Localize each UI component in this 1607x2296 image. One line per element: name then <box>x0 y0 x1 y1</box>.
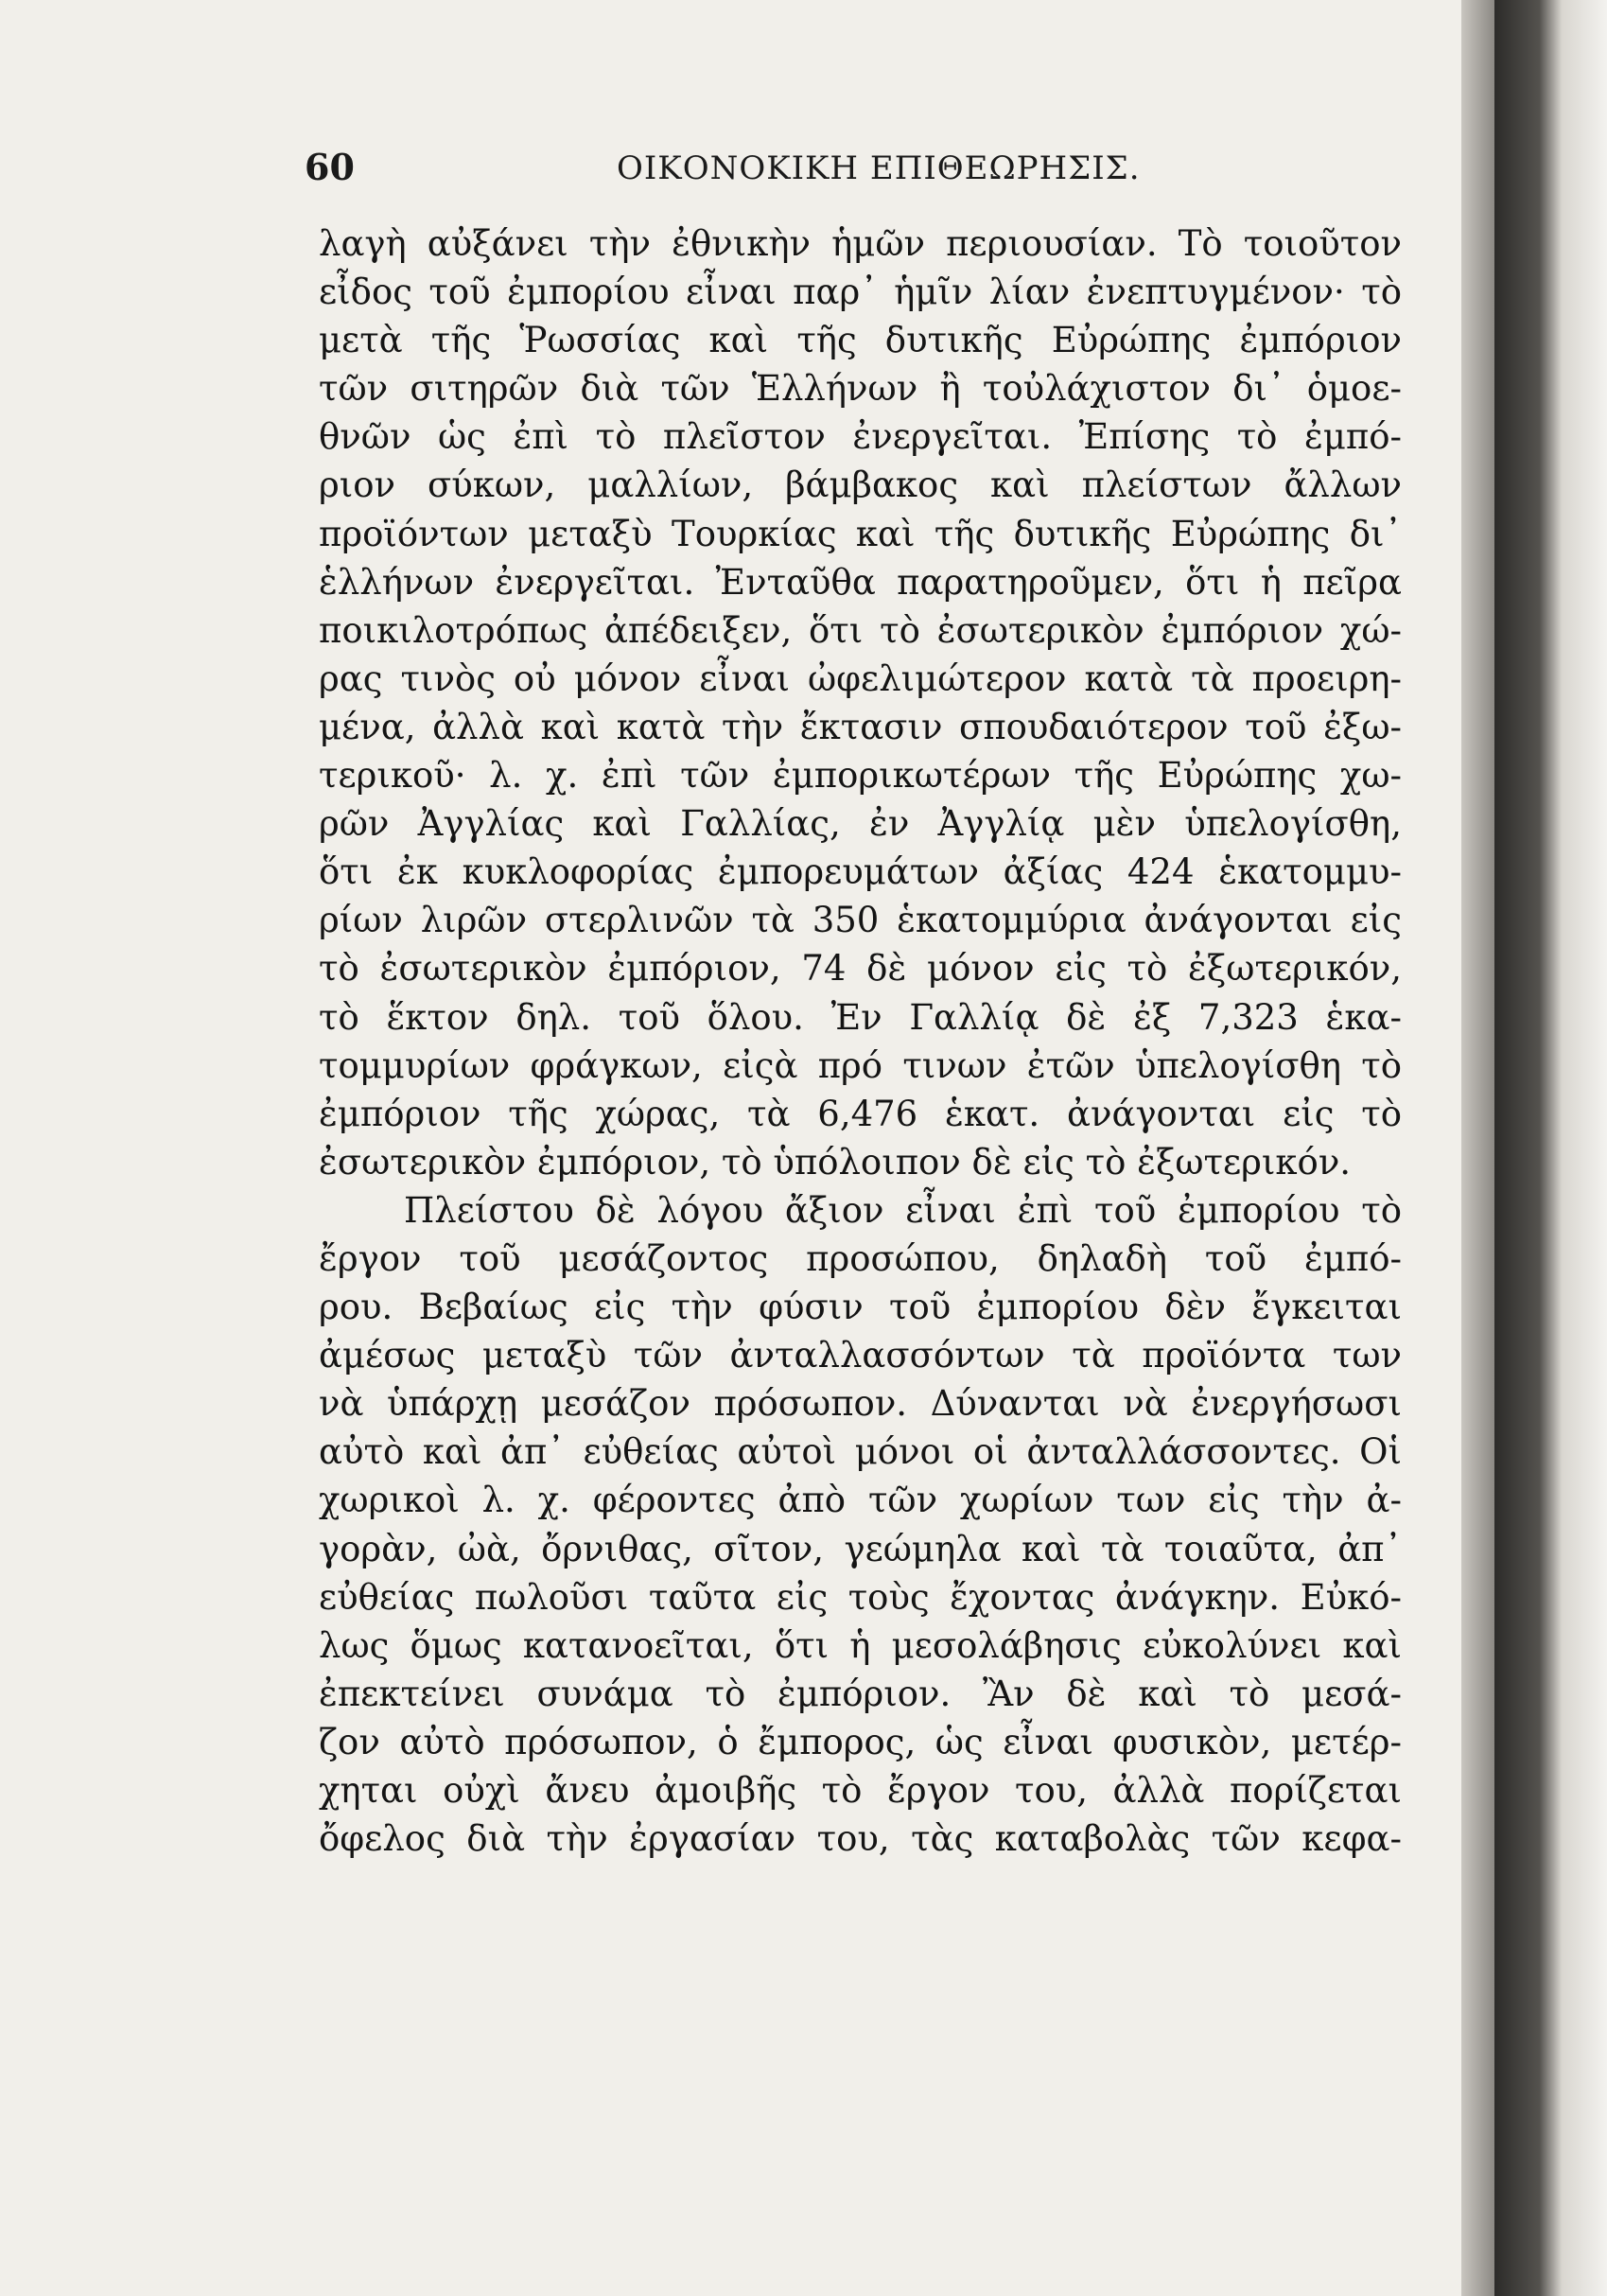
text-line: τομμυρίων φράγκων, εἰςὰ πρό τινων ἐτῶν ὑπελογίσθη τὸ <box>319 1044 1402 1086</box>
page-number: 60 <box>305 146 355 188</box>
text-line: χωρικοὶ λ. χ. φέροντες ἀπὸ τῶν χωρίων των εἰς τὴν ἀ- <box>319 1480 1402 1521</box>
text-line: προϊόντων μεταξὺ Τουρκίας καὶ τῆς δυτικῆς Εὐρώπης δι᾽ <box>319 513 1402 554</box>
text-line: τὸ ἕκτον δηλ. τοῦ ὅλου. Ἐν Γαλλίᾳ δὲ ἐξ 7,323 ἑκα- <box>319 996 1402 1038</box>
body-text <box>319 219 1402 1863</box>
text-line: ζον αὐτὸ πρόσωπον, ὁ ἔμπορος, ὡς εἶναι φυσικὸν, μετέρ- <box>319 1721 1402 1762</box>
text-line: θνῶν ὡς ἐπὶ τὸ πλεῖστον ἐνεργεῖται. Ἐπίσης τὸ ἐμπό- <box>319 416 1402 458</box>
text-line: ρου. Βεβαίως εἰς τὴν φύσιν τοῦ ἐμπορίου δὲν ἔγκειται <box>319 1287 1402 1328</box>
text-line: ρίων λιρῶν στερλινῶν τὰ 350 ἑκατομμύρια ἀνάγονται εἰς <box>319 900 1402 941</box>
book-binding <box>1494 0 1607 2296</box>
text-line: ἀμέσως μεταξὺ τῶν ἀνταλλασσόντων τὰ προϊόντα των <box>319 1335 1402 1376</box>
text-line: ὅτι ἐκ κυκλοφορίας ἐμπορευμάτων ἀξίας 424 ἑκατομμυ- <box>319 851 1402 893</box>
text-line: τῶν σιτηρῶν διὰ τῶν Ἑλλήνων ἢ τοὐλάχιστον δι᾽ ὁμοε- <box>319 368 1402 410</box>
text-line: ρῶν Ἀγγλίας καὶ Γαλλίας, ἐν Ἀγγλίᾳ μὲν ὑπελογίσθη, <box>319 803 1402 845</box>
running-head <box>305 142 1402 199</box>
text-line: τερικοῦ· λ. χ. ἐπὶ τῶν ἐμπορικωτέρων τῆς Εὐρώπης χω- <box>319 755 1402 797</box>
text-line: αὐτὸ καὶ ἀπ᾽ εὐθείας αὐτοὶ μόνοι οἱ ἀνταλλάσσοντες. Οἱ <box>319 1431 1402 1473</box>
text-line: ἐσωτερικὸν ἐμπόριον, τὸ ὑπόλοιπον δὲ εἰς τὸ ἐξωτερικόν. <box>319 1141 1352 1183</box>
text-line: ἐπεκτείνει συνάμα τὸ ἐμπόριον. Ἂν δὲ καὶ τὸ μεσά- <box>319 1673 1402 1714</box>
text-line: εὐθείας πωλοῦσι ταῦτα εἰς τοὺς ἔχοντας ἀνάγκην. Εὐκό- <box>319 1576 1402 1618</box>
text-line: ἑλλήνων ἐνεργεῖται. Ἐνταῦθα παρατηροῦμεν, ὅτι ἡ πεῖρα <box>319 561 1402 603</box>
text-line: ἔργον τοῦ μεσάζοντος προσώπου, δηλαδὴ τοῦ ἐμπό- <box>319 1237 1402 1279</box>
text-line: εἶδος τοῦ ἐμπορίου εἶναι παρ᾽ ἡμῖν λίαν ἐνεπτυγμένον· τὸ <box>319 272 1402 313</box>
text-line: ριον σύκων, μαλλίων, βάμβακος καὶ πλείστων ἄλλων <box>319 464 1402 506</box>
text-line: ἐμπόριον τῆς χώρας, τὰ 6,476 ἑκατ. ἀνάγονται εἰς τὸ <box>319 1093 1402 1134</box>
text-line: γορὰν, ὠὰ, ὄρνιθας, σῖτον, γεώμηλα καὶ τὰ τοιαῦτα, ἀπ᾽ <box>319 1528 1402 1569</box>
text-line: μετὰ τῆς Ῥωσσίας καὶ τῆς δυτικῆς Εὐρώπης ἐμπόριον <box>319 320 1402 361</box>
text-line: ρας τινὸς οὐ μόνον εἶναι ὠφελιμώτερον κατὰ τὰ προειρη- <box>319 657 1402 699</box>
text-line: μένα, ἀλλὰ καὶ κατὰ τὴν ἔκτασιν σπουδαιότερον τοῦ ἐξω- <box>319 706 1402 747</box>
text-line: ὄφελος διὰ τὴν ἐργασίαν του, τὰς καταβολὰς τῶν κεφα- <box>319 1818 1402 1860</box>
text-line: τὸ ἐσωτερικὸν ἐμπόριον, 74 δὲ μόνον εἰς τὸ ἐξωτερικόν, <box>319 948 1402 990</box>
paragraph-start-line: Πλείστου δὲ λόγου ἄξιον εἶναι ἐπὶ τοῦ ἐμπορίου τὸ <box>404 1189 1402 1231</box>
running-title: ΟΙΚΟΝΟΚΙΚΗ ΕΠΙΘΕΩΡΗΣΙΣ. <box>617 149 1141 187</box>
text-line: λαγὴ αὐξάνει τὴν ἐθνικὴν ἡμῶν περιουσίαν. Τὸ τοιοῦτον <box>319 223 1402 264</box>
text-line: χηται οὐχὶ ἄνευ ἀμοιβῆς τὸ ἔργον του, ἀλλὰ πορίζεται <box>319 1770 1402 1811</box>
text-line: ποικιλοτρόπως ἀπέδειξεν, ὅτι τὸ ἐσωτερικὸν ἐμπόριον χώ- <box>319 609 1402 651</box>
text-line: λως ὅμως κατανοεῖται, ὅτι ἡ μεσολάβησις εὐκολύνει καὶ <box>319 1624 1402 1666</box>
text-line: νὰ ὑπάρχῃ μεσάζον πρόσωπον. Δύνανται νὰ ἐνεργήσωσι <box>319 1383 1402 1425</box>
page-edge-shadow <box>1461 0 1494 2296</box>
